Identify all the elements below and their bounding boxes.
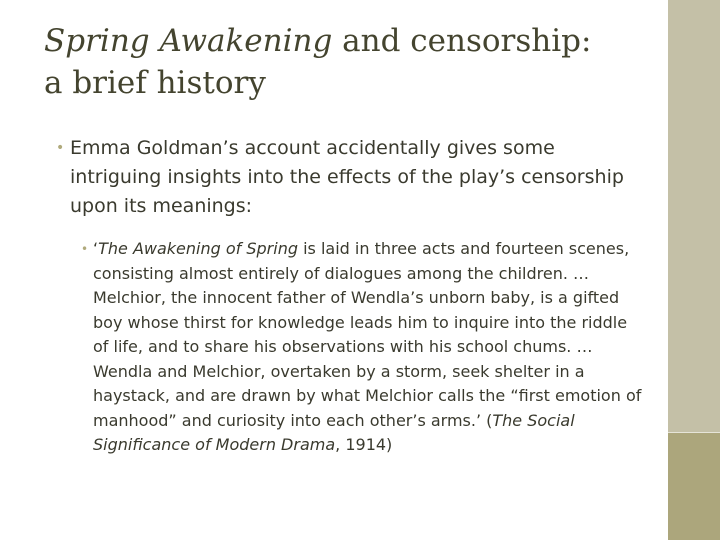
side-bar-divider xyxy=(668,432,720,433)
quote-body: is laid in three acts and fourteen scenes, consisting almost entirely of dialogues among the children. … Melchior, the innocent father of Wendla’s unborn baby, is a gifted boy whose thirst for knowledge leads him to inquire into the riddle of life, and to share his observations with his school chums. … Wendla and Melchior, overtaken by a storm, seek shelter in a haystack, and are drawn by what Melchior calls the “first emotion of manhood” and curiosity into each other’s arms.’ ( xyxy=(93,239,642,430)
slide-content xyxy=(56,134,646,474)
bullet-level2-quote xyxy=(81,237,645,458)
bullet-level1 xyxy=(56,134,646,221)
sub-bullet-icon: • xyxy=(81,242,89,256)
side-bar xyxy=(668,0,720,540)
title-line2: a brief history xyxy=(44,65,266,101)
quote-open-mark: ‘ xyxy=(93,239,99,258)
quoted-play-title: The Awakening of Spring xyxy=(98,239,298,258)
source-year: , 1914) xyxy=(335,435,393,454)
bullet-icon: • xyxy=(56,140,65,156)
source-book-title: The Social Significance of Modern Drama xyxy=(93,410,575,454)
slide-title xyxy=(44,20,644,104)
bullet-level1-text: Emma Goldman’s account accidentally gives some intriguing insights into the effects of the play’s censorship upon its meanings: xyxy=(70,137,624,217)
title-line1-rest: and censorship: xyxy=(332,23,592,59)
side-bar-upper-block xyxy=(668,0,720,432)
title-italic-part: Spring Awakening xyxy=(44,23,333,59)
side-bar-lower-block xyxy=(668,432,720,540)
